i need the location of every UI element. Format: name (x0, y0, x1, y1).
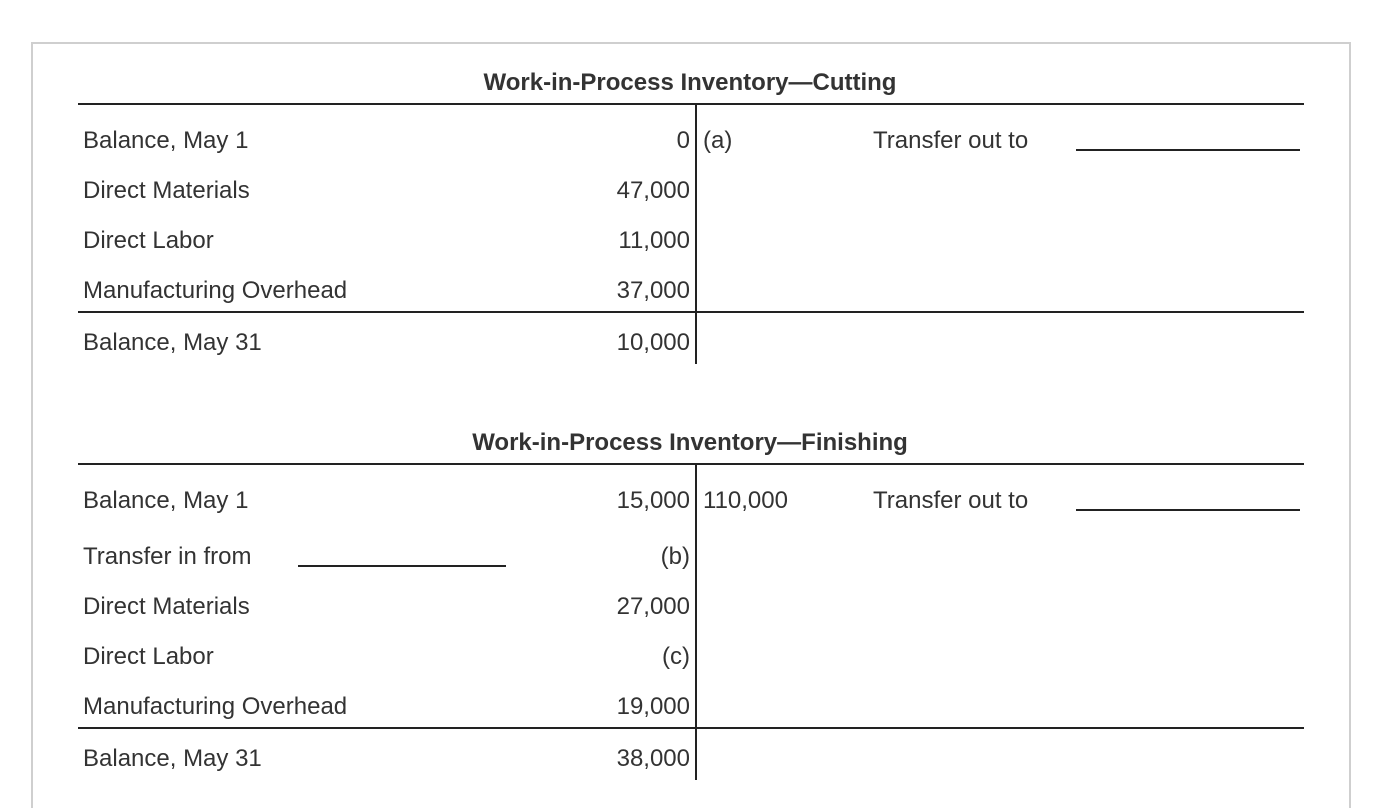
transfer-in-blank[interactable] (298, 565, 506, 567)
transfer-out-label: Transfer out to (873, 487, 1029, 514)
ending-balance-value: 38,000 (616, 745, 690, 772)
account-total-rule (78, 311, 1304, 313)
debit-value: 19,000 (616, 693, 690, 720)
ending-balance-label: Balance, May 31 (83, 329, 262, 356)
transfer-out-blank[interactable] (1076, 509, 1300, 511)
account-total-rule (78, 727, 1304, 729)
account-center-rule (695, 104, 697, 364)
debit-label: Direct Materials (83, 177, 250, 204)
account-top-rule (78, 103, 1304, 105)
debit-value: 15,000 (616, 487, 690, 514)
debit-label: Direct Materials (83, 593, 250, 620)
debit-value: 27,000 (616, 593, 690, 620)
transfer-out-label: Transfer out to (873, 127, 1029, 154)
debit-label: Direct Labor (83, 643, 214, 670)
debit-value: (b) (660, 543, 690, 570)
debit-value: (c) (662, 643, 690, 670)
credit-value: 110,000 (703, 487, 788, 514)
debit-value: 0 (676, 127, 690, 154)
debit-label: Direct Labor (83, 227, 214, 254)
debit-label: Transfer in from (83, 543, 252, 570)
debit-label: Balance, May 1 (83, 127, 249, 154)
debit-label: Manufacturing Overhead (83, 277, 348, 304)
account-top-rule (78, 463, 1304, 465)
ending-balance-value: 10,000 (616, 329, 690, 356)
debit-value: 11,000 (618, 227, 690, 254)
account-title: Work-in-Process Inventory—Cutting (483, 69, 897, 96)
transfer-out-blank[interactable] (1076, 149, 1300, 151)
account-center-rule (695, 464, 697, 780)
ending-balance-label: Balance, May 31 (83, 745, 262, 772)
debit-label: Manufacturing Overhead (83, 693, 348, 720)
debit-value: 37,000 (616, 277, 690, 304)
debit-label: Balance, May 1 (83, 487, 249, 514)
account-title: Work-in-Process Inventory—Finishing (472, 429, 908, 456)
credit-value: (a) (703, 127, 733, 154)
debit-value: 47,000 (616, 177, 690, 204)
